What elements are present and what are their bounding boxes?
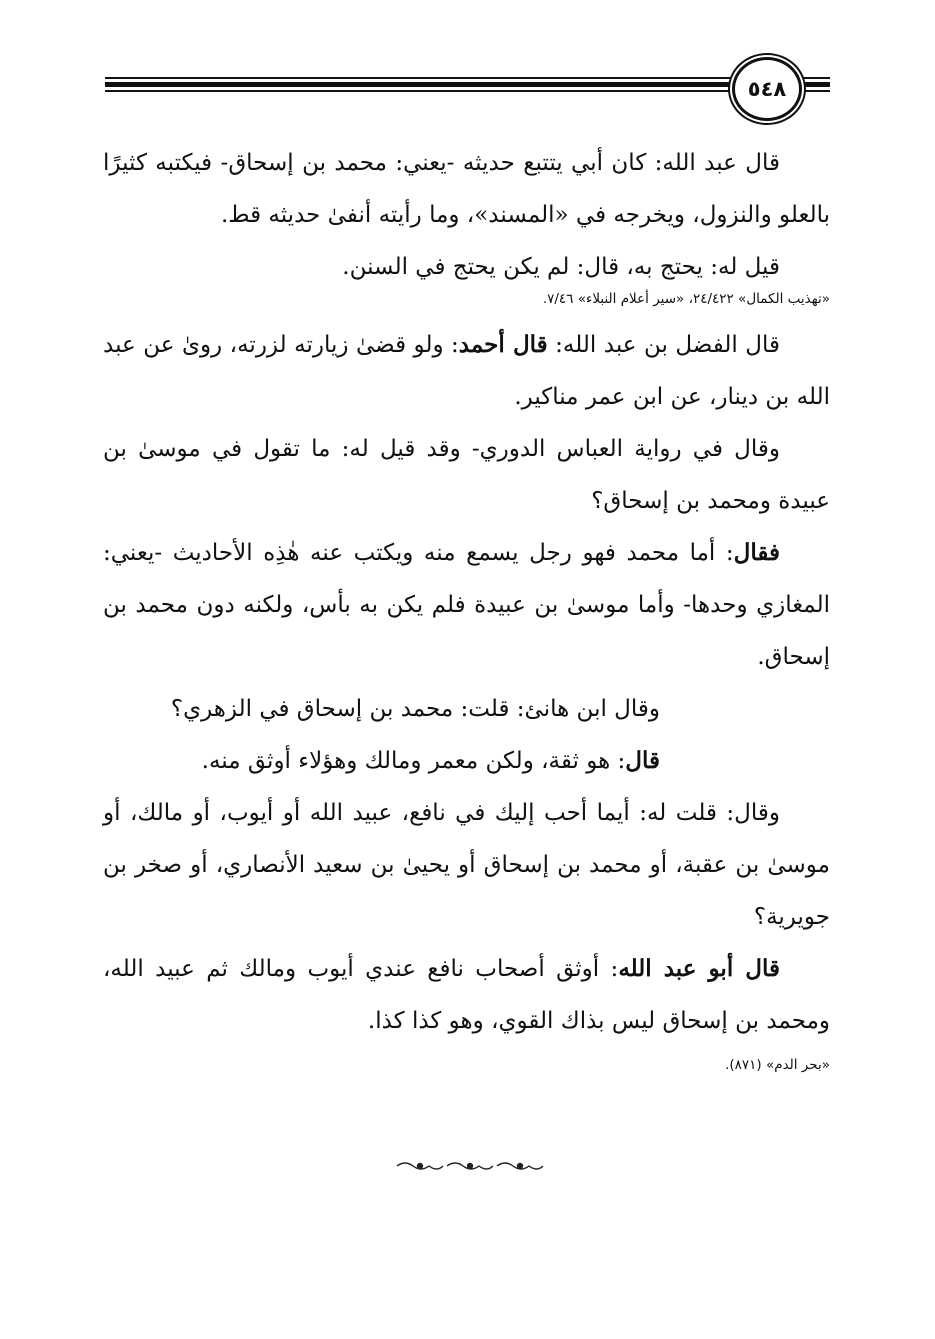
paragraph: قال عبد الله: كان أبي يتتبع حديثه -يعني: محمد بن إسحاق- فيكتبه كثيرًا بالعلو والنزول، ويخرجه في «المسند»، وما رأيته أنفىٰ حديثه قط. xyxy=(103,150,830,228)
paragraph: وقال: قلت له: أيما أحب إليك في نافع، عبيد الله أو أيوب، أو مالك، أو موسىٰ بن عقبة، أو محمد بن إسحاق أو يحيىٰ بن سعيد الأنصاري، أو صخر بن جويرية؟ xyxy=(103,800,830,930)
decorative-divider-icon xyxy=(395,1158,545,1174)
paragraph xyxy=(103,735,830,787)
speaker-label: فقال xyxy=(733,539,780,566)
paragraph: وقال ابن هانئ: قلت: محمد بن إسحاق في الزهري؟ xyxy=(170,696,660,722)
header-rule xyxy=(800,77,830,79)
header-rule xyxy=(105,77,735,79)
page-number: ٥٤٨ xyxy=(732,57,802,121)
paragraph xyxy=(103,319,830,423)
header-rule xyxy=(800,90,830,92)
paragraph-text: قيل له: يحتج به، قال: لم يكن يحتج في السنن. xyxy=(342,254,780,280)
speaker-label: قال xyxy=(625,747,660,774)
paragraph-text: : أوثق أصحاب نافع عندي أيوب ومالك ثم عبيد الله، ومحمد بن إسحاق ليس بذاك القوي، وهو كذا كذا. xyxy=(103,956,830,1034)
speaker-label: قال أبو عبد الله xyxy=(618,955,780,982)
paragraph-text: : هو ثقة، ولكن معمر ومالك وهؤلاء أوثق منه. xyxy=(201,748,626,774)
footnote-reference: «بحر الدم» (٨٧١). xyxy=(725,1057,830,1073)
paragraph-text: : ولو قضىٰ زيارته لزرته، روىٰ عن عبد الله بن دينار، عن ابن عمر مناكير. xyxy=(103,332,830,410)
main-text xyxy=(103,137,830,1085)
paragraph xyxy=(103,943,830,1047)
paragraph: وقال في رواية العباس الدوري- وقد قيل له: ما تقول في موسىٰ بن عبيدة ومحمد بن إسحاق؟ xyxy=(103,436,830,514)
speaker-label: قال أحمد xyxy=(458,331,548,358)
header-rule xyxy=(105,90,735,92)
header-rule xyxy=(800,82,830,87)
footnote-reference: «تهذيب الكمال» ٢٤/٤٢٢، «سير أعلام النبلاء» ٧/٤٦. xyxy=(542,291,830,307)
header-rule xyxy=(105,82,735,87)
page-header xyxy=(105,55,830,125)
paragraph xyxy=(103,527,830,683)
paragraph-text: قال الفضل بن عبد الله: xyxy=(547,332,780,358)
paragraph-text: : أما محمد فهو رجل يسمع منه ويكتب عنه هٰذِه الأحاديث -يعني: المغازي وحدها- وأما موسىٰ بن عبيدة فلم يكن به بأس، ولكنه دون محمد بن إسحاق. xyxy=(103,540,830,670)
